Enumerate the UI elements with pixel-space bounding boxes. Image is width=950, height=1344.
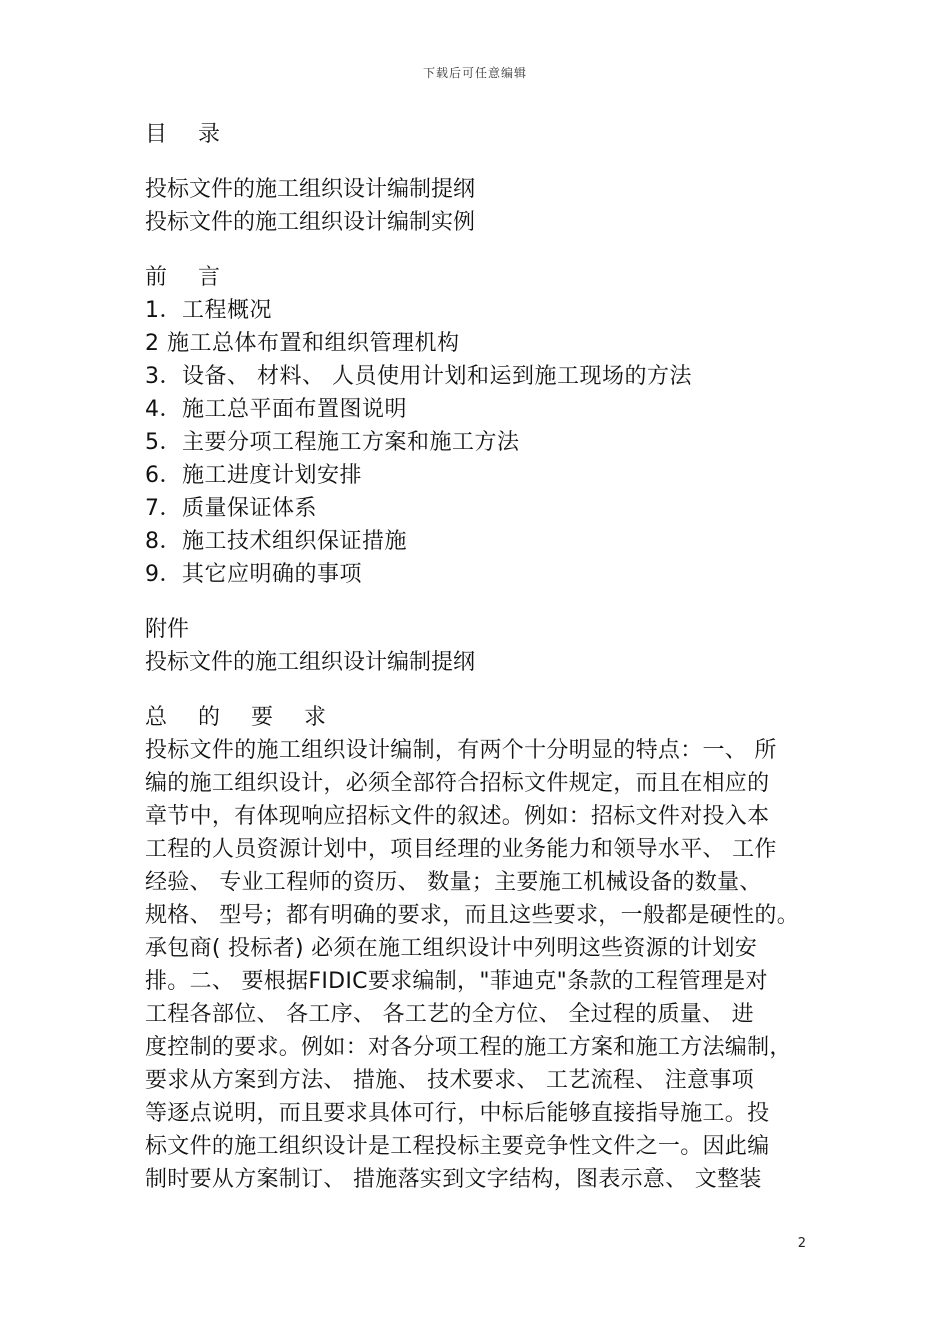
document-body	[145, 118, 825, 1196]
toc-item[interactable]: 6．施工进度计划安排	[145, 463, 362, 488]
paragraph-line: 章节中，有体现响应招标文件的叙述。例如：招标文件对投入本	[145, 804, 770, 829]
toc-item[interactable]: 2 施工总体布置和组织管理机构	[145, 331, 460, 356]
paragraph-line: 要求从方案到方法、 措施、 技术要求、 工艺流程、 注意事项	[145, 1068, 754, 1093]
page-number: 2	[797, 1236, 806, 1251]
appendix-label[interactable]: 附件	[145, 617, 190, 642]
paragraph-line: 排。二、 要根据FIDIC要求编制，"菲迪克"条款的工程管理是对	[145, 969, 768, 994]
paragraph-line: 规格、 型号；都有明确的要求，而且这些要求，一般都是硬性的。	[145, 903, 799, 928]
paragraph-line: 投标文件的施工组织设计编制，有两个十分明显的特点：一、 所	[145, 738, 777, 763]
header-note: 下载后可任意编辑	[422, 66, 527, 80]
paragraph-line: 承包商( 投标者) 必须在施工组织设计中列明这些资源的计划安	[145, 936, 758, 961]
toc-item[interactable]: 5．主要分项工程施工方案和施工方法	[145, 430, 520, 455]
toc-item[interactable]: 8．施工技术组织保证措施	[145, 529, 407, 554]
toc-preface[interactable]: 前 言	[145, 265, 232, 290]
paragraph-line: 度控制的要求。例如：对各分项工程的施工方案和施工方法编制，	[145, 1035, 792, 1060]
requirements-paragraph	[145, 734, 825, 1196]
paragraph-line: 经验、 专业工程师的资历、 数量；主要施工机械设备的数量、	[145, 870, 762, 895]
paragraph-line: 编的施工组织设计，必须全部符合招标文件规定，而且在相应的	[145, 771, 770, 796]
toc-item[interactable]: 1．工程概况	[145, 298, 272, 323]
appendix-doc-title: 投标文件的施工组织设计编制提纲	[145, 650, 476, 675]
paragraph-line: 工程各部位、 各工序、 各工艺的全方位、 全过程的质量、 进	[145, 1002, 754, 1027]
toc-item[interactable]: 9．其它应明确的事项	[145, 562, 362, 587]
paragraph-line: 工程的人员资源计划中，项目经理的业务能力和领导水平、 工作	[145, 837, 777, 862]
toc-item[interactable]: 4．施工总平面布置图说明	[145, 397, 407, 422]
toc-doc-link-outline[interactable]: 投标文件的施工组织设计编制提纲	[145, 177, 476, 202]
paragraph-line: 制时要从方案制订、 措施落实到文字结构，图表示意、 文整装	[145, 1167, 762, 1192]
toc-doc-link-example[interactable]: 投标文件的施工组织设计编制实例	[145, 210, 476, 235]
toc-item[interactable]: 7．质量保证体系	[145, 496, 317, 521]
requirements-heading: 总 的 要 求	[145, 705, 338, 730]
toc-title: 目 录	[145, 122, 232, 147]
paragraph-line: 等逐点说明，而且要求具体可行，中标后能够直接指导施工。投	[145, 1101, 770, 1126]
toc-item[interactable]: 3．设备、 材料、 人员使用计划和运到施工现场的方法	[145, 364, 692, 389]
paragraph-line: 标文件的施工组织设计是工程投标主要竞争性文件之一。因此编	[145, 1134, 770, 1159]
